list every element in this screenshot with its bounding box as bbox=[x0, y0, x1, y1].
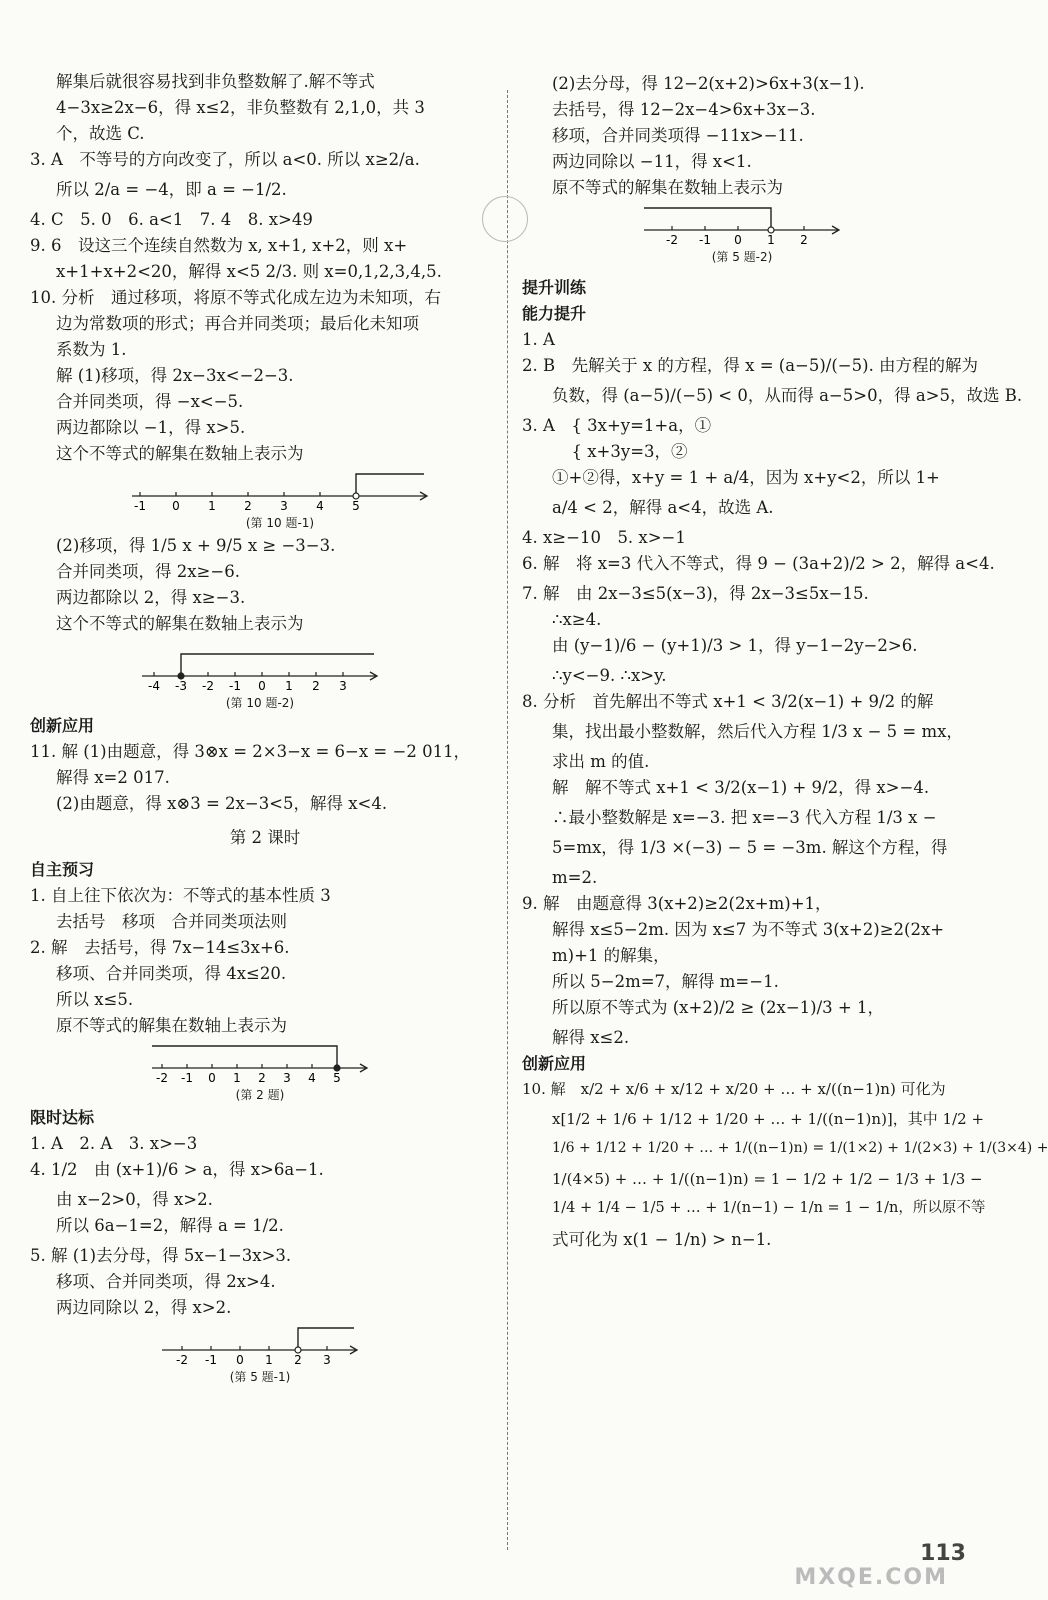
tick-label: -2 bbox=[176, 1353, 188, 1367]
tick-label: -4 bbox=[148, 679, 160, 693]
text-line: 所以原不等式为 (x+2)/2 ≥ (2x−1)/3 + 1， bbox=[552, 998, 884, 1017]
tick-label: 0 bbox=[208, 1071, 216, 1085]
solution-bracket bbox=[152, 1046, 337, 1068]
text-line: ①+②得，x+y = 1 + a/4，因为 x+y<2，所以 1+ bbox=[552, 468, 940, 487]
section-heading: 自主预习 bbox=[30, 860, 95, 879]
solution-point bbox=[178, 673, 184, 679]
text-line: 解得 x≤5−2m. 因为 x≤7 为不等式 3(x+2)≥2(2x+ bbox=[552, 920, 945, 939]
tick-label: 1 bbox=[285, 679, 293, 693]
text-line: 由 (y−1)/6 − (y+1)/3 > 1，得 y−1−2y−2>6. bbox=[552, 636, 918, 655]
tick-label: 0 bbox=[734, 233, 742, 247]
answer-2: 2. B 先解关于 x 的方程，得 x = (a−5)/(−5). 由方程的解为 bbox=[522, 356, 979, 375]
tick-label: 0 bbox=[258, 679, 266, 693]
number-line-2 bbox=[150, 1046, 500, 1104]
tick-label: 3 bbox=[323, 1353, 331, 1367]
solution-bracket bbox=[356, 474, 424, 496]
solution-bracket bbox=[644, 208, 771, 230]
tick-label: 1 bbox=[208, 499, 216, 513]
text-line: 两边都除以 2，得 x≥−3. bbox=[56, 588, 246, 607]
watermark: MXQE.COM bbox=[794, 1565, 948, 1590]
text-line: 所以 x≤5. bbox=[56, 990, 134, 1009]
text-line: 负数，得 (a−5)/(−5) < 0，从而得 a−5>0，得 a>5，故选 B. bbox=[552, 386, 1023, 405]
figure-caption: (第 2 题) bbox=[235, 1088, 285, 1102]
text-line: 1/4 + 1/4 − 1/5 + … + 1/(n−1) − 1/n = 1 − 1/n，所以原不等 bbox=[552, 1200, 986, 1216]
answer-11: 11. 解 (1)由题意，得 3⊗x = 2×3−x = 6−x = −2 011， bbox=[30, 742, 471, 761]
text-line: (2)由题意，得 x⊗3 = 2x−3<5，解得 x<4. bbox=[56, 794, 388, 813]
text-line: 集，找出最小整数解，然后代入方程 1/3 x − 5 = mx， bbox=[552, 722, 963, 741]
tick-label: 1 bbox=[767, 233, 775, 247]
answer-5: 5. 解 (1)去分母，得 5x−1−3x>3. bbox=[30, 1246, 292, 1265]
text-line: 求出 m 的值. bbox=[552, 752, 650, 771]
text-line: 两边同除以 −11，得 x<1. bbox=[552, 152, 752, 171]
left-column bbox=[30, 70, 500, 1388]
answer-1: 1. A bbox=[522, 330, 555, 349]
figure-caption: (第 5 题-2) bbox=[711, 250, 773, 264]
text-line: (2)去分母，得 12−2(x+2)>6x+3(x−1). bbox=[552, 74, 865, 93]
text-line: 合并同类项，得 2x≥−6. bbox=[56, 562, 240, 581]
section-heading: 创新应用 bbox=[522, 1054, 587, 1073]
tick-label: 2 bbox=[244, 499, 252, 513]
tick-label: 2 bbox=[312, 679, 320, 693]
text-line: 移项、合并同类项，得 4x≤20. bbox=[56, 964, 287, 983]
tick-label: -1 bbox=[181, 1071, 193, 1085]
text-line: ∴y<−9. ∴x>y. bbox=[552, 666, 667, 685]
figure-caption: (第 5 题-1) bbox=[229, 1370, 291, 1384]
answer-2: 2. 解 去括号，得 7x−14≤3x+6. bbox=[30, 938, 290, 957]
section-heading: 提升训练 bbox=[522, 278, 587, 297]
text-line: ∴x≥4. bbox=[552, 610, 602, 629]
section-heading: 创新应用 bbox=[30, 716, 95, 735]
right-column bbox=[522, 72, 1048, 1258]
text-line: 解得 x=2 017. bbox=[56, 768, 170, 787]
text-line: 解 解不等式 x+1 < 3/2(x−1) + 9/2，得 x>−4. bbox=[552, 778, 930, 797]
tick-label: 4 bbox=[308, 1071, 316, 1085]
tick-label: 1 bbox=[265, 1353, 273, 1367]
text-line: 5=mx，得 1/3 ×(−3) − 5 = −3m. 解这个方程，得 bbox=[552, 838, 948, 857]
section-heading: 限时达标 bbox=[30, 1108, 95, 1127]
solution-point bbox=[768, 227, 774, 233]
solution-bracket bbox=[181, 654, 374, 676]
text-line: 解集后就很容易找到非负整数解了.解不等式 bbox=[56, 72, 375, 91]
text-line: 所以 2/a = −4，即 a = −1/2. bbox=[56, 180, 287, 199]
text-line: 合并同类项，得 −x<−5. bbox=[56, 392, 244, 411]
tick-label: 5 bbox=[333, 1071, 341, 1085]
answer-6: 6. 解 将 x=3 代入不等式，得 9 − (3a+2)/2 > 2，解得 a<4. bbox=[522, 554, 995, 573]
answer-8: 8. 分析 首先解出不等式 x+1 < 3/2(x−1) + 9/2 的解 bbox=[522, 692, 934, 711]
text-line: 1/(4×5) + … + 1/((n−1)n) = 1 − 1/2 + 1/2 − 1/3 + 1/3 − bbox=[552, 1170, 983, 1188]
tick-label: -2 bbox=[666, 233, 678, 247]
tick-label: -2 bbox=[202, 679, 214, 693]
section-heading: 能力提升 bbox=[522, 304, 587, 323]
tick-label: 3 bbox=[283, 1071, 291, 1085]
tick-label: -3 bbox=[175, 679, 187, 693]
tick-label: 3 bbox=[280, 499, 288, 513]
text-line: x+1+x+2<20，解得 x<5 2/3. 则 x=0,1,2,3,4,5. bbox=[56, 262, 442, 281]
tick-label: 2 bbox=[294, 1353, 302, 1367]
solution-point bbox=[334, 1065, 340, 1071]
answer-3: 3. A 不等号的方向改变了，所以 a<0. 所以 x≥2/a. bbox=[30, 150, 420, 169]
answer-7: 7. 解 由 2x−3≤5(x−3)，得 2x−3≤5x−15. bbox=[522, 584, 869, 603]
figure-caption: (第 10 题-2) bbox=[225, 696, 295, 710]
answer-9: 9. 6 设这三个连续自然数为 x, x+1, x+2，则 x+ bbox=[30, 236, 408, 255]
text-line: ∴最小整数解是 x=−3. 把 x=−3 代入方程 1/3 x − bbox=[552, 808, 937, 827]
tick-label: 4 bbox=[316, 499, 324, 513]
tick-label: -2 bbox=[156, 1071, 168, 1085]
text-line: m)+1 的解集， bbox=[552, 946, 670, 965]
column-divider bbox=[507, 90, 508, 1550]
text-line: 去括号 移项 合并同类项法则 bbox=[56, 912, 287, 931]
text-line: 移项，合并同类项得 −11x>−11. bbox=[552, 126, 804, 145]
tick-label: 0 bbox=[236, 1353, 244, 1367]
tick-label: 2 bbox=[800, 233, 808, 247]
text-line: 个，故选 C. bbox=[56, 124, 145, 143]
text-line: 两边同除以 2，得 x>2. bbox=[56, 1298, 232, 1317]
tick-label: -1 bbox=[699, 233, 711, 247]
text-line: 原不等式的解集在数轴上表示为 bbox=[56, 1016, 287, 1035]
answers-4-8: 4. C 5. 0 6. a<1 7. 4 8. x>49 bbox=[30, 210, 313, 229]
answer-9: 9. 解 由题意得 3(x+2)≥2(2x+m)+1， bbox=[522, 894, 832, 913]
text-line: x[1/2 + 1/6 + 1/12 + 1/20 + … + 1/((n−1)n)]，其中 1/2 + bbox=[552, 1110, 985, 1128]
page-number: 113 bbox=[920, 1541, 966, 1566]
lesson-title: 第 2 课时 bbox=[229, 828, 301, 847]
text-line: 式可化为 x(1 − 1/n) > n−1. bbox=[552, 1230, 772, 1249]
solution-point bbox=[353, 493, 359, 499]
text-line: 原不等式的解集在数轴上表示为 bbox=[552, 178, 783, 197]
text-line: 边为常数项的形式；再合并同类项；最后化未知项 bbox=[56, 314, 419, 333]
tick-label: -1 bbox=[229, 679, 241, 693]
tick-label: 5 bbox=[352, 499, 360, 513]
text-line: 移项、合并同类项，得 2x>4. bbox=[56, 1272, 276, 1291]
text-line: 这个不等式的解集在数轴上表示为 bbox=[56, 444, 304, 463]
text-line: 去括号，得 12−2x−4>6x+3x−3. bbox=[552, 100, 816, 119]
text-line: 解得 x≤2. bbox=[552, 1028, 630, 1047]
text-line: 两边都除以 −1，得 x>5. bbox=[56, 418, 246, 437]
text-line: 这个不等式的解集在数轴上表示为 bbox=[56, 614, 304, 633]
text-line: m=2. bbox=[552, 868, 598, 887]
tick-label: 3 bbox=[339, 679, 347, 693]
answers-4-5: 4. x≥−10 5. x>−1 bbox=[522, 528, 686, 547]
text-line: 4−3x≥2x−6，得 x≤2，非负整数有 2,1,0，共 3 bbox=[56, 98, 425, 117]
tick-label: 2 bbox=[258, 1071, 266, 1085]
number-line-5-2 bbox=[642, 208, 962, 266]
text-line: 由 x−2>0，得 x>2. bbox=[56, 1190, 213, 1209]
text-line: { x+3y=3，② bbox=[522, 442, 688, 461]
tick-label: -1 bbox=[205, 1353, 217, 1367]
answer-3: 3. A { 3x+y=1+a，① bbox=[522, 416, 712, 435]
number-line-5-1 bbox=[160, 1328, 500, 1386]
tick-label: 0 bbox=[172, 499, 180, 513]
solution-point bbox=[295, 1347, 301, 1353]
text-line: 所以 5−2m=7，解得 m=−1. bbox=[552, 972, 779, 991]
number-line-10-2 bbox=[140, 644, 500, 712]
text-line: 系数为 1. bbox=[56, 340, 127, 359]
tick-label: -1 bbox=[134, 499, 146, 513]
answer-10: 10. 解 x/2 + x/6 + x/12 + x/20 + … + x/((n−1)n) 可化为 bbox=[522, 1080, 946, 1098]
answer-4: 4. 1/2 由 (x+1)/6 > a，得 x>6a−1. bbox=[30, 1160, 324, 1179]
answer-10-analysis: 10. 分析 通过移项，将原不等式化成左边为未知项，右 bbox=[30, 288, 441, 307]
text-line: a/4 < 2，解得 a<4，故选 A. bbox=[552, 498, 774, 517]
text-line: 1/6 + 1/12 + 1/20 + … + 1/((n−1)n) = 1/(1×2) + 1/(2×3) + 1/(3×4) + bbox=[552, 1140, 1048, 1156]
text-line: 所以 6a−1=2，解得 a = 1/2. bbox=[56, 1216, 284, 1235]
text-line: (2)移项，得 1/5 x + 9/5 x ≥ −3−3. bbox=[56, 536, 336, 555]
text-line: 解 (1)移项，得 2x−3x<−2−3. bbox=[56, 366, 294, 385]
figure-caption: (第 10 题-1) bbox=[245, 516, 315, 530]
answers-1-3: 1. A 2. A 3. x>−3 bbox=[30, 1134, 198, 1153]
number-line-10-1 bbox=[130, 474, 500, 532]
solution-bracket bbox=[298, 1328, 354, 1350]
answer-1: 1. 自上往下依次为：不等式的基本性质 3 bbox=[30, 886, 331, 905]
tick-label: 1 bbox=[233, 1071, 241, 1085]
